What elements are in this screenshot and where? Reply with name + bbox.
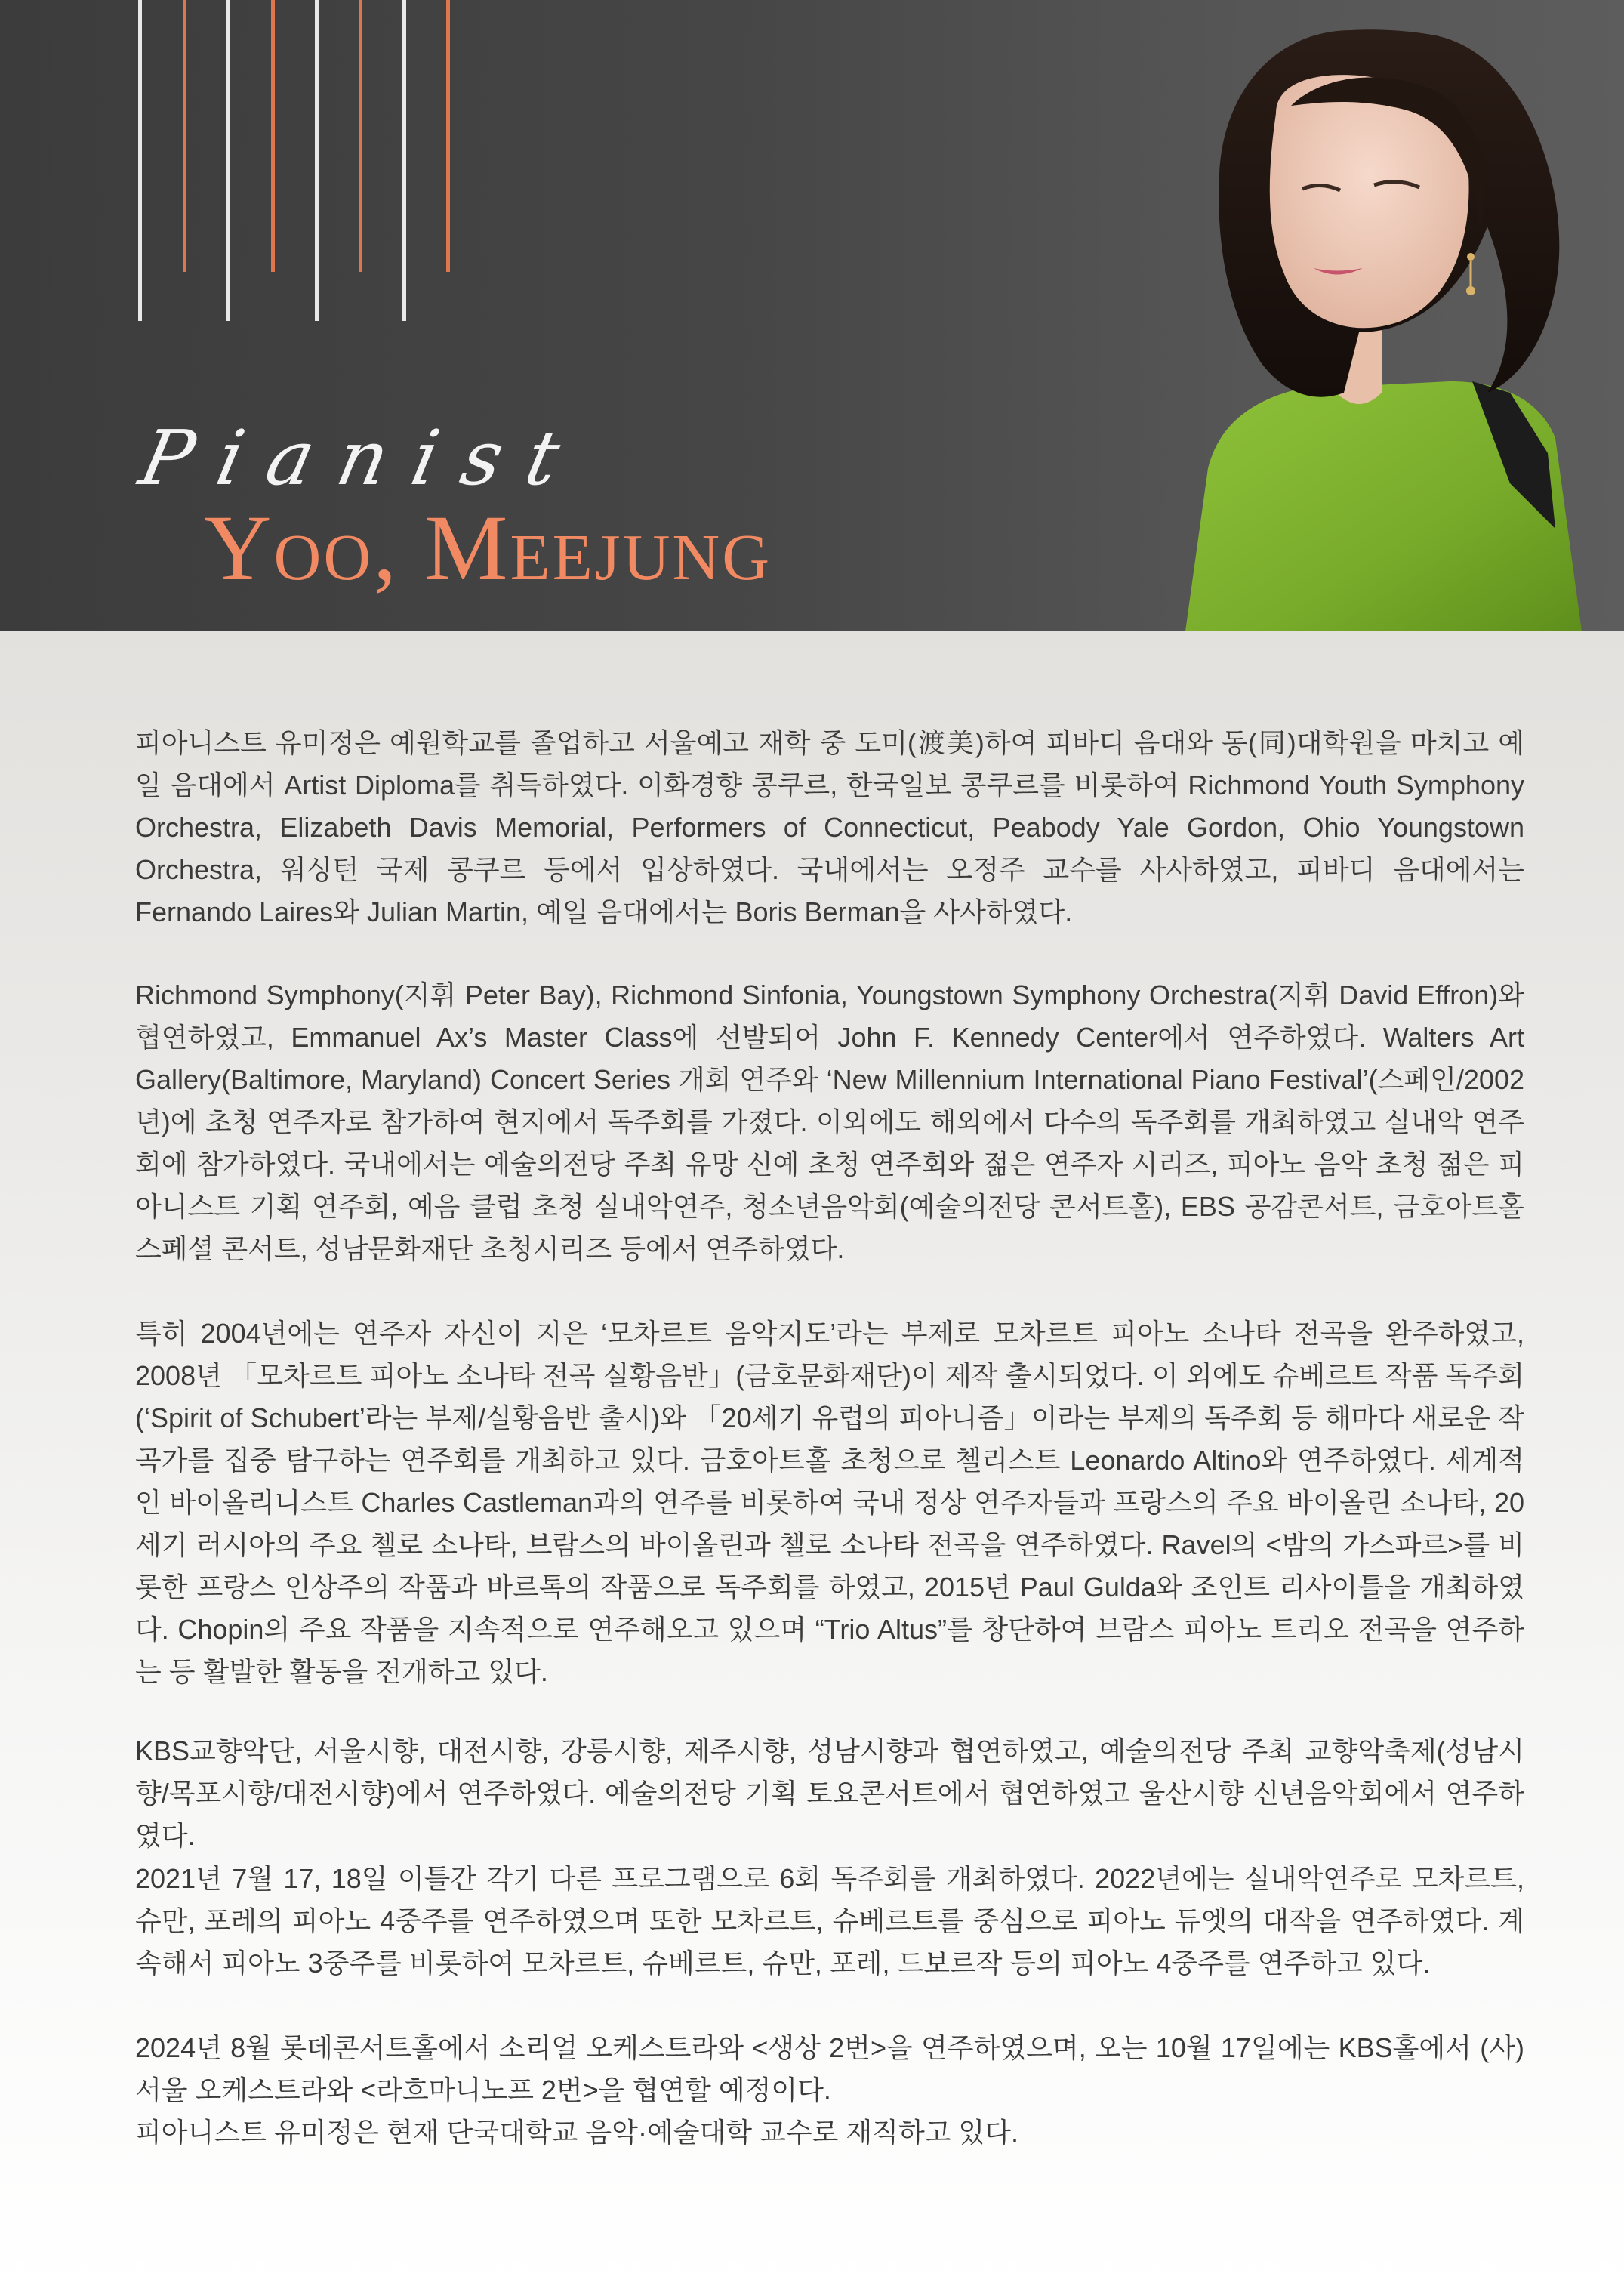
decorative-line — [271, 0, 275, 272]
pianist-name: Yoo, Meejung — [204, 496, 772, 600]
decorative-line — [446, 0, 450, 272]
script-title: Pianist — [132, 414, 593, 502]
portrait-image — [1027, 0, 1624, 631]
decorative-line — [226, 0, 230, 321]
decorative-line — [359, 0, 362, 272]
bio-paragraph-current-position: 피아니스트 유미정은 현재 단국대학교 음악·예술대학 교수로 재직하고 있다. — [135, 2117, 1019, 2148]
decorative-line — [402, 0, 406, 321]
decorative-line — [183, 0, 186, 272]
decorative-line — [315, 0, 319, 321]
bio-paragraph-2021-2022: 2021년 7월 17, 18일 이틀간 각기 다른 프로그램으로 6회 독주회를 개최하였다. 2022년에는 실내악연주로 모차르트, 슈만, 포레의 피아노 4중주를 연주하였으며 또한 모차르트, 슈베르트를 중심으로 피아노 듀엣의 대작을 연주하였다. 계속해서 피아노 3중주를 비롯하여 모차르트, 슈베르트, 슈만, 포레, 드보르작 등의 피아노 4중주를 연주하고 있다. — [135, 1863, 1524, 1979]
bio-paragraph-orchestras: KBS교향악단, 서울시향, 대전시향, 강릉시향, 제주시향, 성남시향과 협연하였고, 예술의전당 주최 교향악축제(성남시향/목포시향/대전시향)에서 연주하였다. 예술의전당 기획 토요콘서트에서 협연하였고 울산시향 신년음악회에서 연주하였다. — [135, 1735, 1524, 1851]
bio-paragraph-recitals: 특히 2004년에는 연주자 자신이 지은 ‘모차르트 음악지도’라는 부제로 모차르트 피아노 소나타 전곡을 완주하였고, 2008년 「모차르트 피아노 소나타 전곡 실황음반」(금호문화재단)이 제작 출시되었다. 이 외에도 슈베르트 작품 독주회(‘Spirit of Schubert’라는 부제/실황음반 출시)와 「20세기 유럽의 피아니즘」이라는 부제의 독주회 등 해마다 새로운 작곡가를 집중 탐구하는 연주회를 개최하고 있다. 금호아트홀 초청으로 첼리스트 Leonardo Altino와 연주하였다. 세계적인 바이올리니스트 Charles Castleman과의 연주를 비롯하여 국내 정상 연주자들과 프랑스의 주요 바이올린 소나타, 20세기 러시아의 주요 첼로 소나타, 브람스의 바이올린과 첼로 소나타 전곡을 연주하였다. Ravel의 <밤의 가스파르>를 비롯한 프랑스 인상주의 작품과 바르톡의 작품으로 독주회를 하였고, 2015년 Paul Gulda와 조인트 리사이틀을 개최하였다. Chopin의 주요 작품을 지속적으로 연주해오고 있으며 “Trio Altus”를 창단하여 브람스 피아노 트리오 전곡을 연주하는 등 활발한 활동을 전개하고 있다. — [135, 1318, 1524, 1687]
header-banner — [0, 0, 1624, 631]
bio-paragraph-2024: 2024년 8월 롯데콘서트홀에서 소리얼 오케스트라와 <생상 2번>을 연주하였으며, 오는 10월 17일에는 KBS홀에서 (사)서울 오케스트라와 <라흐마니노프 2번>을 협연할 예정이다. — [135, 2032, 1524, 2105]
bio-paragraph-performances: Richmond Symphony(지휘 Peter Bay), Richmond Sinfonia, Youngstown Symphony Orchestra(지휘 David Effron)와 협연하였고, Emmanuel Ax’s Master Class에 선발되어 John F. Kennedy Center에서 연주하였다. Walters Art Gallery(Baltimore, Maryland) Concert Series 개회 연주와 ‘New Millennium International Piano Festival’(스페인/2002년)에 초청 연주자로 참가하여 현지에서 독주회를 가졌다. 이외에도 해외에서 다수의 독주회를 개최하였고 실내악 연주회에 참가하였다. 국내에서는 예술의전당 주최 유망 신예 초청 연주회와 젊은 연주자 시리즈, 피아노 음악 초청 젊은 피아니스트 기획 연주회, 예음 클럽 초청 실내악연주, 청소년음악회(예술의전당 콘서트홀), EBS 공감콘서트, 금호아트홀 스페셜 콘서트, 성남문화재단 초청시리즈 등에서 연주하였다. — [135, 979, 1524, 1264]
decorative-line — [138, 0, 142, 321]
bio-paragraph-education: 피아니스트 유미정은 예원학교를 졸업하고 서울예고 재학 중 도미(渡美)하여 피바디 음대와 동(同)대학원을 마치고 예일 음대에서 Artist Diploma를 취득하였다. 이화경향 콩쿠르, 한국일보 콩쿠르를 비롯하여 Richmond Youth Symphony Orchestra, Elizabeth Davis Memorial, Performers of Connecticut, Peabody Yale Gordon, Ohio Youngstown Orchestra, 워싱턴 국제 콩쿠르 등에서 입상하였다. 국내에서는 오정주 교수를 사사하였고, 피바디 음대에서는 Fernando Laires와 Julian Martin, 예일 음대에서는 Boris Berman을 사사하였다. — [135, 727, 1524, 927]
